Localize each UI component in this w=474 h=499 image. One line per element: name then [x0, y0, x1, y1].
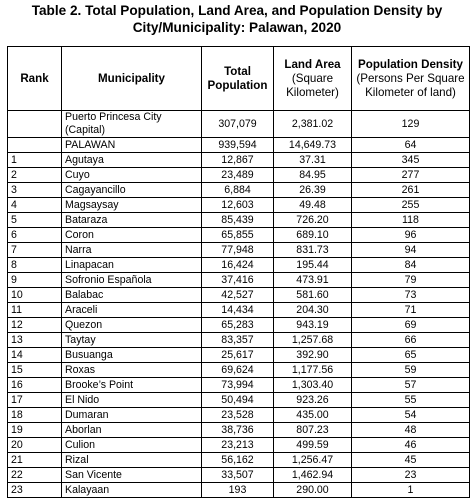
table-title-line-2: City/Municipality: Palawan, 2020 — [132, 20, 342, 35]
population-cell: 23,528 — [202, 408, 274, 423]
land-area-cell: 1,256.47 — [274, 453, 352, 468]
density-cell: 65 — [352, 348, 470, 363]
population-table — [7, 46, 470, 498]
density-cell: 54 — [352, 408, 470, 423]
density-cell: 73 — [352, 288, 470, 303]
table-row — [8, 213, 470, 228]
population-cell: 12,603 — [202, 198, 274, 213]
rank-cell: 23 — [8, 483, 62, 498]
population-cell: 83,357 — [202, 333, 274, 348]
table-row — [8, 198, 470, 213]
density-cell: 94 — [352, 243, 470, 258]
municipality-cell: Taytay — [62, 333, 202, 348]
population-cell: 16,424 — [202, 258, 274, 273]
land-area-cell: 49.48 — [274, 198, 352, 213]
density-cell: 255 — [352, 198, 470, 213]
municipality-cell: Cagayancillo — [62, 183, 202, 198]
land-area-cell: 499.59 — [274, 438, 352, 453]
municipality-cell: Coron — [62, 228, 202, 243]
table-row — [8, 243, 470, 258]
table-row — [8, 318, 470, 333]
header-density-label: Population Density — [358, 57, 463, 71]
table-row — [8, 393, 470, 408]
land-area-cell: 26.39 — [274, 183, 352, 198]
land-area-cell: 195.44 — [274, 258, 352, 273]
land-area-cell: 290.00 — [274, 483, 352, 498]
rank-cell — [8, 138, 62, 153]
population-cell: 77,948 — [202, 243, 274, 258]
density-cell: 23 — [352, 468, 470, 483]
municipality-cell: Agutaya — [62, 153, 202, 168]
density-cell: 261 — [352, 183, 470, 198]
population-cell: 65,283 — [202, 318, 274, 333]
land-area-cell: 1,257.68 — [274, 333, 352, 348]
municipality-cell: Balabac — [62, 288, 202, 303]
municipality-cell: Magsaysay — [62, 198, 202, 213]
population-cell: 23,213 — [202, 438, 274, 453]
rank-cell: 12 — [8, 318, 62, 333]
density-cell: 79 — [352, 273, 470, 288]
municipality-cell: Dumaran — [62, 408, 202, 423]
population-cell: 33,507 — [202, 468, 274, 483]
rank-cell: 15 — [8, 363, 62, 378]
land-area-cell: 1,177.56 — [274, 363, 352, 378]
population-cell: 25,617 — [202, 348, 274, 363]
table-row — [8, 288, 470, 303]
land-area-cell: 435.00 — [274, 408, 352, 423]
population-cell: 307,079 — [202, 111, 274, 138]
land-area-cell: 689.10 — [274, 228, 352, 243]
table-row — [8, 438, 470, 453]
table-row — [8, 138, 470, 153]
population-cell: 14,434 — [202, 303, 274, 318]
table-title — [0, 2, 474, 36]
land-area-cell: 84.95 — [274, 168, 352, 183]
table-row — [8, 348, 470, 363]
municipality-cell: El Nido — [62, 393, 202, 408]
density-cell: 84 — [352, 258, 470, 273]
table-row — [8, 111, 470, 138]
land-area-cell: 14,649.73 — [274, 138, 352, 153]
table-row — [8, 183, 470, 198]
population-cell: 38,736 — [202, 423, 274, 438]
header-population-density — [352, 47, 470, 111]
population-cell: 12,867 — [202, 153, 274, 168]
rank-cell: 19 — [8, 423, 62, 438]
density-cell: 69 — [352, 318, 470, 333]
rank-cell: 14 — [8, 348, 62, 363]
population-cell: 50,494 — [202, 393, 274, 408]
table-row — [8, 258, 470, 273]
rank-cell — [8, 111, 62, 138]
rank-cell: 1 — [8, 153, 62, 168]
table-row — [8, 228, 470, 243]
rank-cell: 6 — [8, 228, 62, 243]
rank-cell: 17 — [8, 393, 62, 408]
land-area-cell: 1,462.94 — [274, 468, 352, 483]
land-area-cell: 831.73 — [274, 243, 352, 258]
density-cell: 1 — [352, 483, 470, 498]
municipality-cell: San Vicente — [62, 468, 202, 483]
rank-cell: 16 — [8, 378, 62, 393]
table-title-line-1: Table 2. Total Population, Land Area, and Population Density by — [31, 3, 443, 18]
municipality-cell: Araceli — [62, 303, 202, 318]
density-cell: 45 — [352, 453, 470, 468]
header-municipality: Municipality — [62, 47, 202, 111]
municipality-cell: Puerto Princesa City (Capital) — [62, 111, 202, 138]
land-area-cell: 473.91 — [274, 273, 352, 288]
table-row — [8, 453, 470, 468]
rank-cell: 4 — [8, 198, 62, 213]
land-area-cell: 923.26 — [274, 393, 352, 408]
density-cell: 71 — [352, 303, 470, 318]
table-row — [8, 468, 470, 483]
density-cell: 66 — [352, 333, 470, 348]
density-cell: 96 — [352, 228, 470, 243]
density-cell: 46 — [352, 438, 470, 453]
population-cell: 193 — [202, 483, 274, 498]
table-row — [8, 378, 470, 393]
header-land-area — [274, 47, 352, 111]
land-area-cell: 581.60 — [274, 288, 352, 303]
rank-cell: 10 — [8, 288, 62, 303]
municipality-cell: Rizal — [62, 453, 202, 468]
land-area-cell: 943.19 — [274, 318, 352, 333]
density-cell: 277 — [352, 168, 470, 183]
municipality-cell: Linapacan — [62, 258, 202, 273]
rank-cell: 8 — [8, 258, 62, 273]
table-row — [8, 333, 470, 348]
land-area-cell: 726.20 — [274, 213, 352, 228]
rank-cell: 18 — [8, 408, 62, 423]
table-row — [8, 408, 470, 423]
land-area-cell: 1,303.40 — [274, 378, 352, 393]
table-row — [8, 153, 470, 168]
municipality-cell: Cuyo — [62, 168, 202, 183]
table-body — [8, 111, 470, 498]
municipality-cell: Aborlan — [62, 423, 202, 438]
municipality-cell: Narra — [62, 243, 202, 258]
rank-cell: 7 — [8, 243, 62, 258]
rank-cell: 3 — [8, 183, 62, 198]
municipality-cell: PALAWAN — [62, 138, 202, 153]
table-row — [8, 273, 470, 288]
population-cell: 73,994 — [202, 378, 274, 393]
population-cell: 37,416 — [202, 273, 274, 288]
municipality-cell: Brooke’s Point — [62, 378, 202, 393]
population-cell: 6,884 — [202, 183, 274, 198]
density-cell: 118 — [352, 213, 470, 228]
table-row — [8, 363, 470, 378]
land-area-cell: 37.31 — [274, 153, 352, 168]
rank-cell: 20 — [8, 438, 62, 453]
table-row — [8, 423, 470, 438]
table-row — [8, 303, 470, 318]
rank-cell: 11 — [8, 303, 62, 318]
header-density-unit: (Persons Per Square Kilometer of land) — [356, 71, 465, 99]
header-rank: Rank — [8, 47, 62, 111]
land-area-cell: 2,381.02 — [274, 111, 352, 138]
population-cell: 939,594 — [202, 138, 274, 153]
density-cell: 129 — [352, 111, 470, 138]
municipality-cell: Kalayaan — [62, 483, 202, 498]
municipality-cell: Quezon — [62, 318, 202, 333]
density-cell: 59 — [352, 363, 470, 378]
municipality-cell: Sofronio Española — [62, 273, 202, 288]
municipality-cell: Culion — [62, 438, 202, 453]
rank-cell: 5 — [8, 213, 62, 228]
rank-cell: 9 — [8, 273, 62, 288]
header-row — [8, 47, 470, 111]
density-cell: 345 — [352, 153, 470, 168]
rank-cell: 13 — [8, 333, 62, 348]
population-cell: 56,162 — [202, 453, 274, 468]
population-cell: 69,624 — [202, 363, 274, 378]
population-cell: 65,855 — [202, 228, 274, 243]
rank-cell: 21 — [8, 453, 62, 468]
municipality-cell: Roxas — [62, 363, 202, 378]
land-area-cell: 204.30 — [274, 303, 352, 318]
land-area-cell: 807.23 — [274, 423, 352, 438]
header-total-population: Total Population — [202, 47, 274, 111]
population-cell: 42,527 — [202, 288, 274, 303]
header-land-area-unit: (Square Kilometer) — [286, 71, 339, 99]
density-cell: 48 — [352, 423, 470, 438]
rank-cell: 22 — [8, 468, 62, 483]
density-cell: 64 — [352, 138, 470, 153]
land-area-cell: 392.90 — [274, 348, 352, 363]
table-row — [8, 483, 470, 498]
header-land-area-label: Land Area — [284, 57, 341, 71]
municipality-cell: Bataraza — [62, 213, 202, 228]
population-cell: 23,489 — [202, 168, 274, 183]
municipality-cell: Busuanga — [62, 348, 202, 363]
density-cell: 57 — [352, 378, 470, 393]
table-row — [8, 168, 470, 183]
rank-cell: 2 — [8, 168, 62, 183]
population-cell: 85,439 — [202, 213, 274, 228]
density-cell: 55 — [352, 393, 470, 408]
